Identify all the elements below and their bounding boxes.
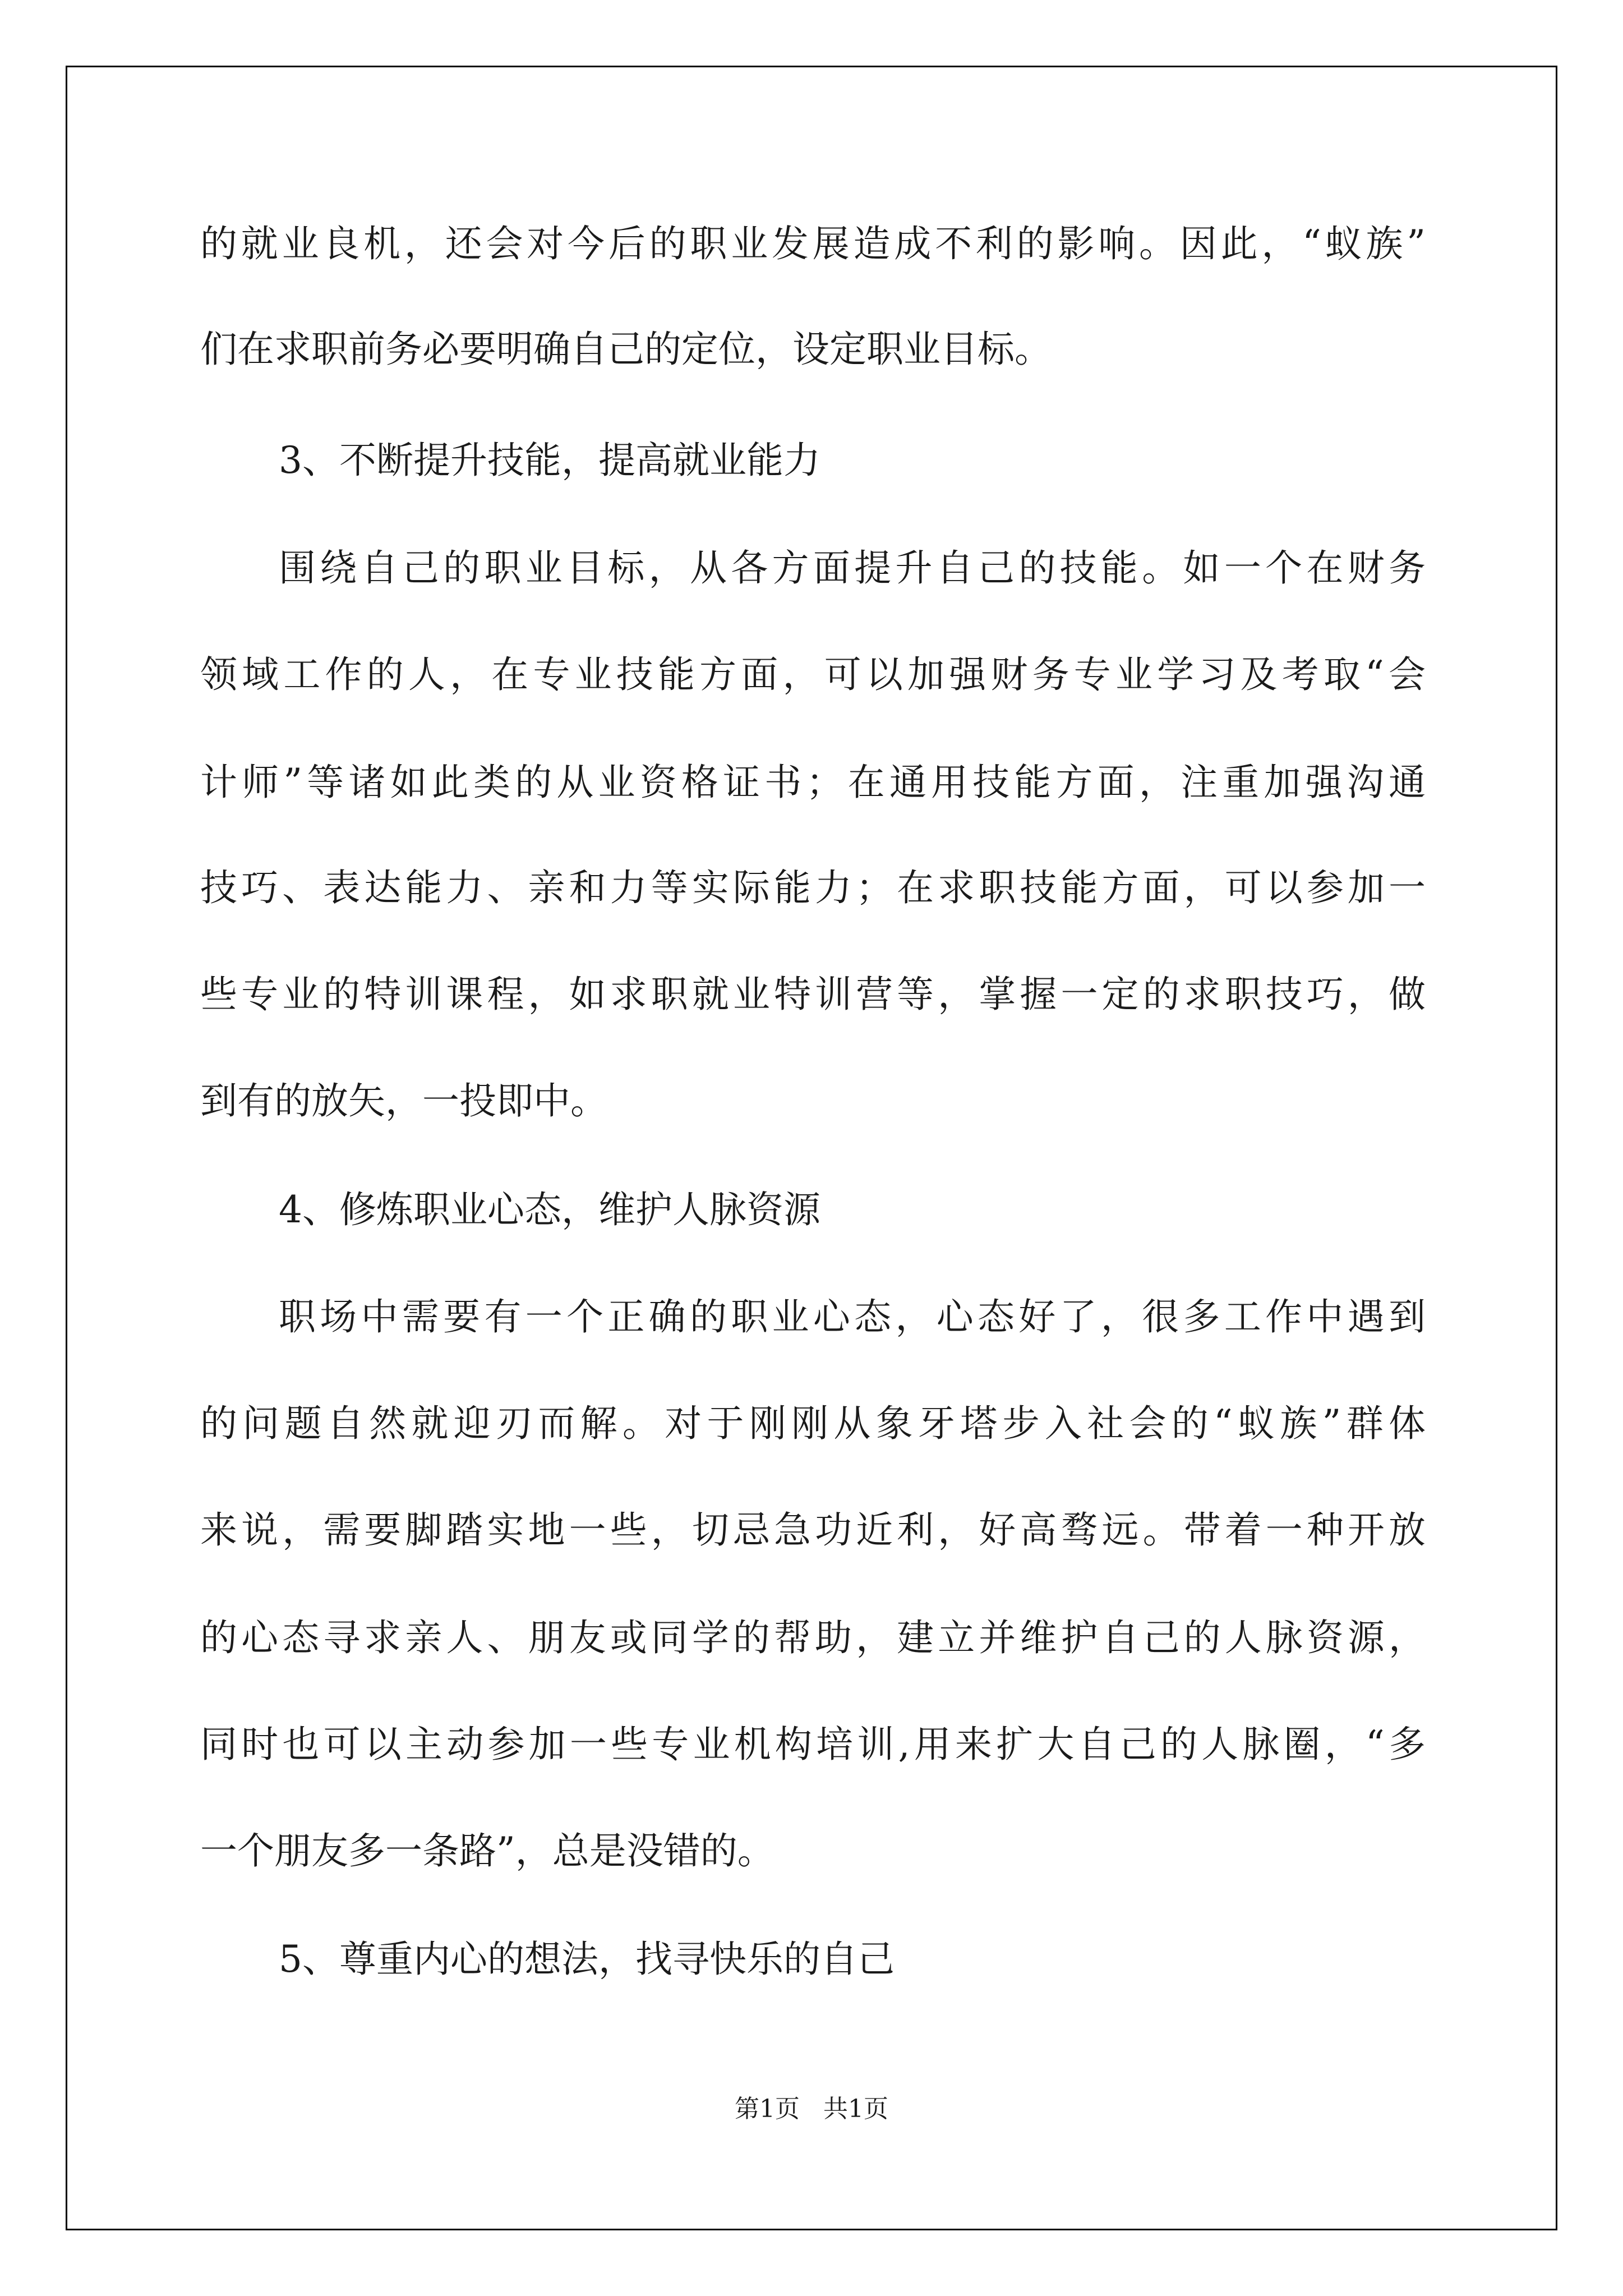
section-heading: 5、尊重内心的想法，找寻快乐的自己: [279, 1938, 895, 1981]
paragraph-line: 领域工作的人，在专业技能方面，可以加强财务专业学习及考取“会: [200, 653, 1426, 696]
paragraph-line: 同时也可以主动参加一些专业机构培训,用来扩大自己的人脉圈，“多: [200, 1723, 1426, 1766]
paragraph-line: 一个朋友多一条路”，总是没错的。: [200, 1829, 774, 1872]
paragraph-line: 围绕自己的职业目标，从各方面提升自己的技能。如一个在财务: [279, 546, 1426, 590]
page-footer: 第1页 共1页: [735, 2095, 888, 2123]
section-heading: 4、修炼职业心态，维护人脉资源: [279, 1188, 820, 1231]
paragraph-line: 的问题自然就迎刃而解。对于刚刚从象牙塔步入社会的“蚁族”群体: [200, 1402, 1426, 1445]
paragraph-line: 的就业良机，还会对今后的职业发展造成不利的影响。因此，“蚁族”: [200, 222, 1426, 265]
page-border: [66, 66, 1557, 2230]
paragraph-line: 的心态寻求亲人、朋友或同学的帮助，建立并维护自己的人脉资源，: [200, 1616, 1426, 1659]
paragraph-line: 技巧、表达能力、亲和力等实际能力；在求职技能方面，可以参加一: [200, 866, 1426, 909]
paragraph-line: 职场中需要有一个正确的职业心态，心态好了，很多工作中遇到: [279, 1295, 1426, 1338]
section-heading: 3、不断提升技能，提高就业能力: [279, 439, 820, 482]
paragraph-line: 们在求职前务必要明确自己的定位，设定职业目标。: [200, 328, 1052, 371]
paragraph-line: 到有的放矢，一投即中。: [200, 1079, 607, 1122]
paragraph-line: 计师”等诸如此类的从业资格证书；在通用技能方面，注重加强沟通: [200, 761, 1426, 804]
paragraph-line: 来说，需要脚踏实地一些，切忌急功近利，好高骛远。带着一种开放: [200, 1508, 1426, 1552]
paragraph-line: 些专业的特训课程，如求职就业特训营等，掌握一定的求职技巧，做: [200, 973, 1426, 1016]
